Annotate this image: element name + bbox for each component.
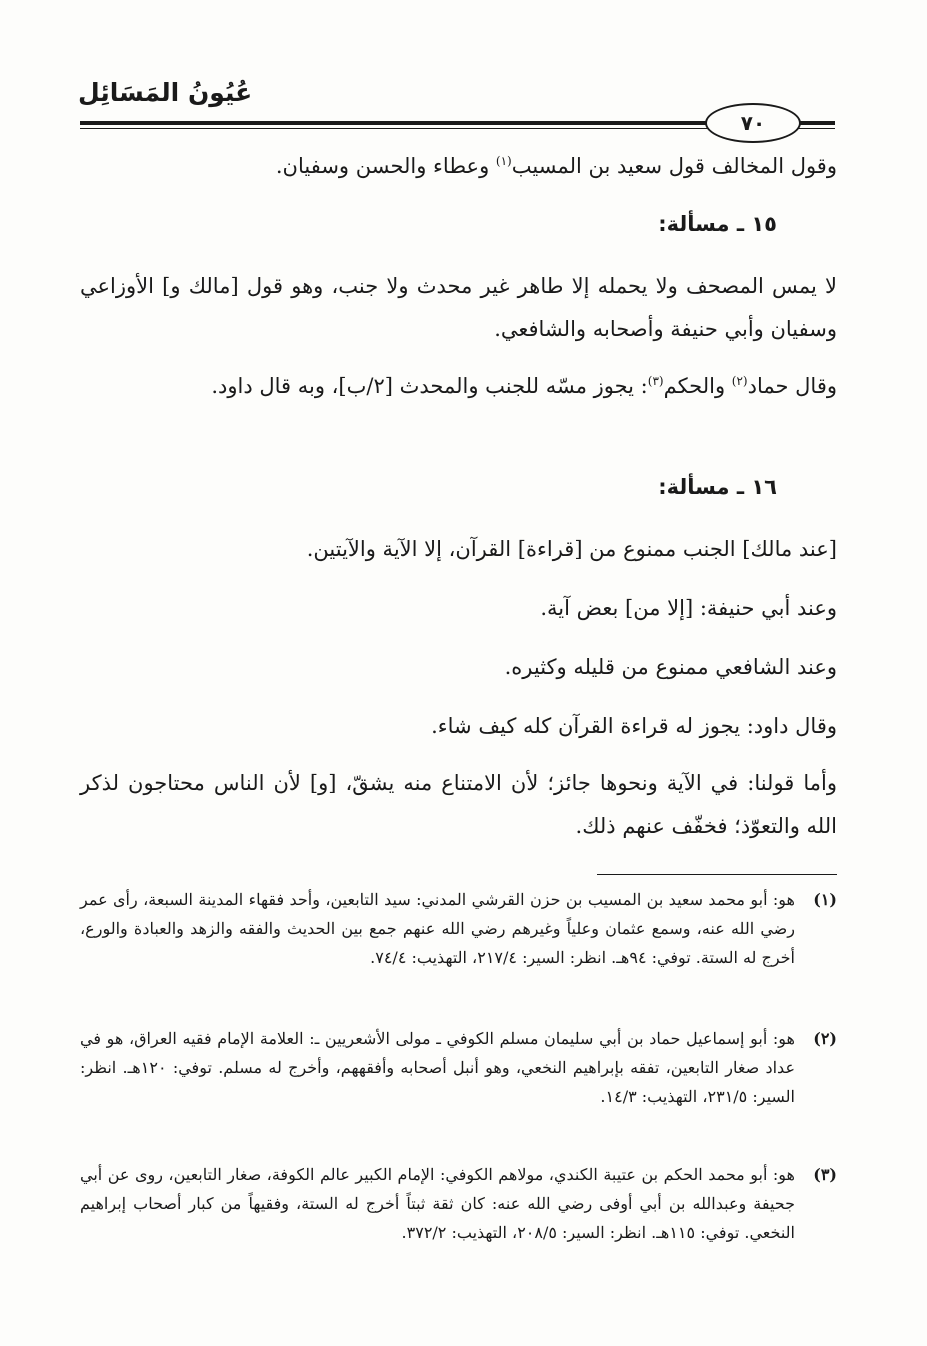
- paragraph-abu-hanifa-view: وعند أبي حنيفة: [إلا من] بعض آية.: [540, 596, 837, 620]
- footnote-1: [80, 885, 837, 972]
- footnote-2: [80, 1024, 837, 1111]
- footnote-text: هو: أبو محمد الحكم بن عتيبة الكندي، مولاهم الكوفي: الإمام الكبير عالم الكوفة، صغار التابعين، روى عن أبي جحيفة وعبدالله بن أبي أوفى رضي الله عنه: كان ثقة ثبتاً أخرج له الستة، وفقيهاً من كبار أصحاب إبراهيم النخعي. توفي: ١١٥هـ. انظر: السير: ٢٠٨/٥، التهذيب: ٣٧٢/٢.: [80, 1165, 796, 1242]
- running-header-book-title: عُيُونُ المَسَائِل: [78, 78, 253, 107]
- paragraph-text: والحكم: [663, 374, 732, 398]
- paragraph-text: وعطاء والحسن وسفيان.: [275, 154, 496, 178]
- footnote-text: هو: أبو إسماعيل حماد بن أبي سليمان مسلم الكوفي ـ مولى الأشعريين ـ: العلامة الإمام فقيه العراق، هو في عداد صغار التابعين، تفقه بإبراهيم النخعي، وهو أنبل أصحابه وأفقههم، وأخرج له مسلم. توفي: ١٢٠هـ. انظر: السير: ٢٣١/٥، التهذيب: ١٤/٣.: [80, 1029, 795, 1106]
- paragraph-opposing-view: [80, 145, 837, 188]
- header-rule: [80, 121, 708, 125]
- paragraph-shafii-view: وعند الشافعي ممنوع من قليله وكثيره.: [504, 655, 837, 679]
- footnote-ref-3[interactable]: (٣): [647, 374, 664, 388]
- footnote-text: هو: أبو محمد سعيد بن المسيب بن حزن القرشي المدني: سيد التابعين، وأحد فقهاء المدينة السبعة، رأى عمر رضي الله عنه، وسمع عثمان وعلياً وغيرهم رضي الله عنهم جمع بين الحديث والفقه والزهد والعبادة والورع، أخرج له الستة. توفي: ٩٤هـ. انظر: السير: ٢١٧/٤، التهذيب: ٧٤/٤.: [80, 890, 795, 967]
- footnote-3: [80, 1160, 837, 1247]
- paragraph-dawud-view: وقال داود: يجوز له قراءة القرآن كله كيف شاء.: [431, 714, 837, 738]
- footnote-number: (١): [813, 890, 837, 909]
- footnote-ref-1[interactable]: (١): [495, 154, 512, 168]
- section-heading-15: ١٥ ـ مسألة:: [658, 212, 777, 236]
- page-number-badge: [705, 103, 801, 143]
- header-rule-thin: [80, 128, 708, 129]
- footnote-number: (٢): [813, 1029, 837, 1048]
- paragraph-text: وقال حماد: [747, 374, 837, 398]
- paragraph-malik-view: [عند مالك] الجنب ممنوع من [قراءة] القرآن، إلا الآية والآيتين.: [306, 537, 837, 561]
- footnote-separator: [597, 874, 837, 875]
- paragraph-our-view: وأما قولنا: في الآية ونحوها جائز؛ لأن الامتناع منه يشقّ، [و] لأن الناس محتاجون لذكر الله والتعوّذ؛ فخفّف عنهم ذلك.: [80, 771, 837, 838]
- paragraph-text: : يجوز مسّه للجنب والمحدث [٢/ب]، وبه قال داود.: [211, 374, 648, 398]
- paragraph-text: وقول المخالف قول سعيد بن المسيب: [511, 154, 837, 178]
- page-number: ٧٠: [740, 111, 766, 135]
- section-heading-16: ١٦ ـ مسألة:: [658, 475, 777, 499]
- paragraph-hammad-view: [80, 365, 837, 408]
- footnote-number: (٣): [813, 1165, 837, 1184]
- footnote-ref-2[interactable]: (٢): [731, 374, 748, 388]
- paragraph-mushaf-touch: لا يمس المصحف ولا يحمله إلا طاهر غير محدث ولا جنب، وهو قول [مالك و] الأوزاعي وسفيان وأبي حنيفة وأصحابه والشافعي.: [80, 274, 837, 341]
